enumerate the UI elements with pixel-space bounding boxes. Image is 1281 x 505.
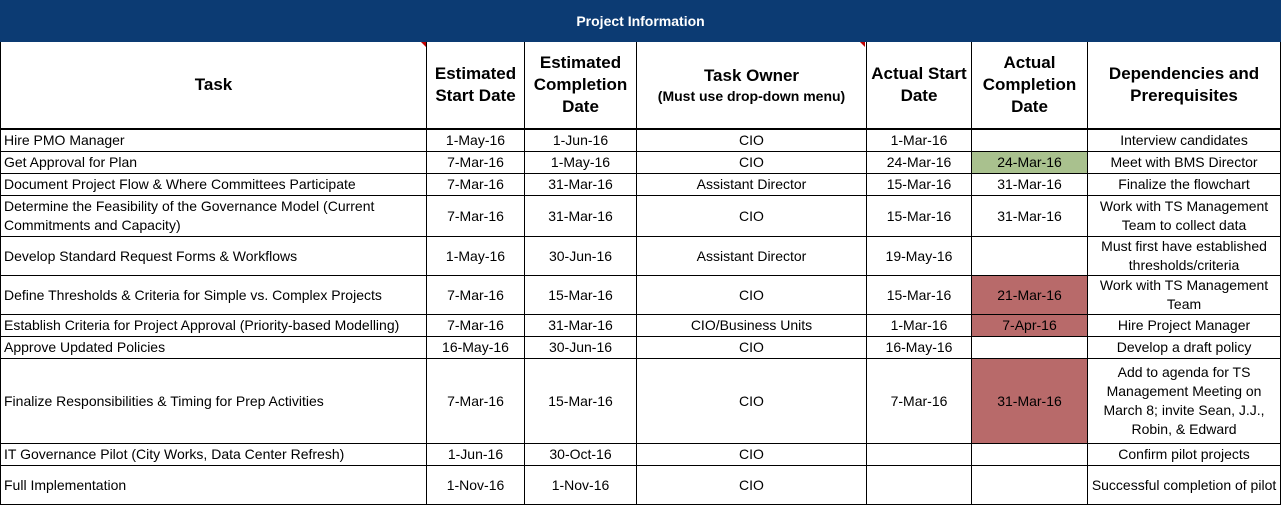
header-task[interactable] — [1, 42, 427, 130]
actual-completion-cell[interactable] — [972, 337, 1088, 359]
dependencies-cell[interactable]: Add to agenda for TS Management Meeting on March 8; invite Sean, J.J., Robin, & Edward — [1088, 359, 1281, 444]
actual-completion-cell[interactable]: 21-Mar-16 — [972, 276, 1088, 315]
owner-cell[interactable]: Assistant Director — [637, 237, 867, 276]
dependencies-cell[interactable]: Hire Project Manager — [1088, 315, 1281, 337]
dependencies-cell[interactable]: Interview candidates — [1088, 129, 1281, 152]
est-start-cell[interactable]: 16-May-16 — [427, 337, 525, 359]
owner-cell[interactable]: CIO — [637, 276, 867, 315]
dependencies-cell[interactable]: Must first have established thresholds/criteria — [1088, 237, 1281, 276]
actual-start-cell[interactable]: 16-May-16 — [867, 337, 972, 359]
actual-start-cell[interactable]: 19-May-16 — [867, 237, 972, 276]
est-start-cell[interactable]: 7-Mar-16 — [427, 276, 525, 315]
task-cell[interactable]: Hire PMO Manager — [1, 129, 427, 152]
owner-cell[interactable]: CIO — [637, 196, 867, 237]
header-owner-label: Task Owner — [703, 66, 800, 85]
table-title[interactable]: Project Information — [1, 1, 1281, 42]
task-cell[interactable]: Approve Updated Policies — [1, 337, 427, 359]
owner-cell[interactable]: CIO — [637, 466, 867, 505]
est-completion-cell[interactable]: 31-Mar-16 — [525, 174, 637, 196]
est-completion-cell[interactable]: 15-Mar-16 — [525, 359, 637, 444]
est-completion-cell[interactable]: 30-Oct-16 — [525, 444, 637, 466]
table-row — [1, 315, 1281, 337]
header-est-start-label: Estimated Start Date — [434, 64, 517, 105]
header-actual-start[interactable] — [867, 42, 972, 130]
table-row — [1, 174, 1281, 196]
table-row — [1, 359, 1281, 444]
est-start-cell[interactable]: 7-Mar-16 — [427, 315, 525, 337]
actual-start-cell[interactable]: 24-Mar-16 — [867, 152, 972, 174]
table-row — [1, 152, 1281, 174]
header-dependencies-label: Dependencies and Prerequisites — [1108, 64, 1260, 105]
task-cell[interactable]: Full Implementation — [1, 466, 427, 505]
actual-completion-cell[interactable] — [972, 129, 1088, 152]
est-start-cell[interactable]: 1-May-16 — [427, 129, 525, 152]
owner-cell[interactable]: CIO — [637, 337, 867, 359]
actual-completion-cell[interactable] — [972, 237, 1088, 276]
owner-cell[interactable]: CIO — [637, 359, 867, 444]
est-completion-cell[interactable]: 30-Jun-16 — [525, 337, 637, 359]
actual-start-cell[interactable]: 15-Mar-16 — [867, 276, 972, 315]
header-owner-note: (Must use drop-down menu) — [657, 88, 846, 104]
owner-cell[interactable]: CIO — [637, 129, 867, 152]
task-cell[interactable]: Establish Criteria for Project Approval (Priority-based Modelling) — [1, 315, 427, 337]
task-cell[interactable]: Finalize Responsibilities & Timing for Prep Activities — [1, 359, 427, 444]
dependencies-cell[interactable]: Confirm pilot projects — [1088, 444, 1281, 466]
task-cell[interactable]: Get Approval for Plan — [1, 152, 427, 174]
dependencies-cell[interactable]: Develop a draft policy — [1088, 337, 1281, 359]
table-row — [1, 129, 1281, 152]
table-body — [1, 129, 1281, 505]
est-start-cell[interactable]: 7-Mar-16 — [427, 196, 525, 237]
actual-completion-cell[interactable]: 31-Mar-16 — [972, 174, 1088, 196]
table-row — [1, 466, 1281, 505]
actual-completion-cell[interactable]: 7-Apr-16 — [972, 315, 1088, 337]
header-actual-completion-label: Actual Completion Date — [982, 53, 1077, 116]
comment-indicator[interactable] — [860, 42, 865, 47]
task-cell[interactable]: Determine the Feasibility of the Governance Model (Current Commitments and Capacity) — [1, 196, 427, 237]
dependencies-cell[interactable]: Finalize the flowchart — [1088, 174, 1281, 196]
header-est-completion[interactable] — [525, 42, 637, 130]
est-completion-cell[interactable]: 1-Nov-16 — [525, 466, 637, 505]
est-completion-cell[interactable]: 15-Mar-16 — [525, 276, 637, 315]
task-cell[interactable]: IT Governance Pilot (City Works, Data Center Refresh) — [1, 444, 427, 466]
actual-start-cell[interactable]: 15-Mar-16 — [867, 196, 972, 237]
header-est-start[interactable] — [427, 42, 525, 130]
dependencies-cell[interactable]: Successful completion of pilot — [1088, 466, 1281, 505]
header-task-label: Task — [194, 75, 233, 94]
dependencies-cell[interactable]: Meet with BMS Director — [1088, 152, 1281, 174]
est-completion-cell[interactable]: 30-Jun-16 — [525, 237, 637, 276]
est-start-cell[interactable]: 7-Mar-16 — [427, 174, 525, 196]
table-row — [1, 196, 1281, 237]
header-est-completion-label: Estimated Completion Date — [533, 53, 628, 116]
est-completion-cell[interactable]: 31-Mar-16 — [525, 315, 637, 337]
est-start-cell[interactable]: 1-Nov-16 — [427, 466, 525, 505]
owner-cell[interactable]: CIO/Business Units — [637, 315, 867, 337]
header-actual-start-label: Actual Start Date — [871, 64, 967, 105]
owner-cell[interactable]: CIO — [637, 152, 867, 174]
est-start-cell[interactable]: 1-May-16 — [427, 237, 525, 276]
table-row — [1, 444, 1281, 466]
actual-start-cell[interactable] — [867, 444, 972, 466]
task-cell[interactable]: Develop Standard Request Forms & Workflows — [1, 237, 427, 276]
actual-start-cell[interactable]: 15-Mar-16 — [867, 174, 972, 196]
actual-completion-cell[interactable] — [972, 444, 1088, 466]
est-completion-cell[interactable]: 1-Jun-16 — [525, 129, 637, 152]
task-cell[interactable]: Document Project Flow & Where Committees Participate — [1, 174, 427, 196]
actual-start-cell[interactable]: 1-Mar-16 — [867, 129, 972, 152]
est-completion-cell[interactable]: 1-May-16 — [525, 152, 637, 174]
dependencies-cell[interactable]: Work with TS Management Team to collect data — [1088, 196, 1281, 237]
est-completion-cell[interactable]: 31-Mar-16 — [525, 196, 637, 237]
table-row — [1, 276, 1281, 315]
comment-indicator[interactable] — [421, 42, 426, 47]
actual-completion-cell[interactable] — [972, 466, 1088, 505]
actual-start-cell[interactable]: 1-Mar-16 — [867, 315, 972, 337]
est-start-cell[interactable]: 1-Jun-16 — [427, 444, 525, 466]
actual-completion-cell[interactable]: 24-Mar-16 — [972, 152, 1088, 174]
owner-cell[interactable]: CIO — [637, 444, 867, 466]
header-dependencies[interactable] — [1088, 42, 1281, 130]
table-row — [1, 337, 1281, 359]
dependencies-cell[interactable]: Work with TS Management Team — [1088, 276, 1281, 315]
actual-start-cell[interactable]: 7-Mar-16 — [867, 359, 972, 444]
actual-completion-cell[interactable]: 31-Mar-16 — [972, 196, 1088, 237]
task-cell[interactable]: Define Thresholds & Criteria for Simple vs. Complex Projects — [1, 276, 427, 315]
actual-completion-cell[interactable]: 31-Mar-16 — [972, 359, 1088, 444]
est-start-cell[interactable]: 7-Mar-16 — [427, 152, 525, 174]
owner-cell[interactable]: Assistant Director — [637, 174, 867, 196]
header-owner[interactable] — [637, 42, 867, 130]
est-start-cell[interactable]: 7-Mar-16 — [427, 359, 525, 444]
actual-start-cell[interactable] — [867, 466, 972, 505]
header-actual-completion[interactable] — [972, 42, 1088, 130]
table-row — [1, 237, 1281, 276]
